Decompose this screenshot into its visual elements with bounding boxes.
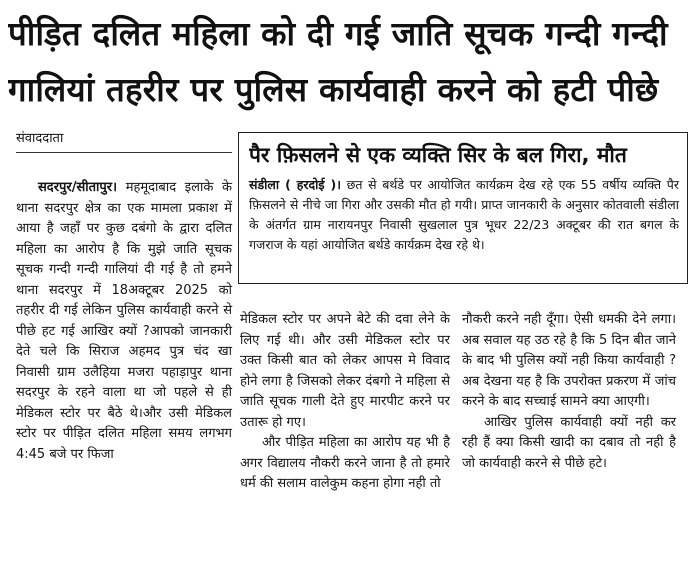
main-story-col1-text: महमूदाबाद इलाके के थाना सदरपुर क्षेत्र का एक मामला प्रकाश में आया है जहाँ पर कुछ दबंगो के द्वारा दलित महिला का आरोप है कि मुझे जाति सूचक सूचक गन्दी गन्दी गालियां दी गई है तो हमने थाना सदरपुर में 18अक्टूबर 2025 को तहरीर दी गई लेकिन पुलिस कार्यवाही करने से पीछे हट गई आखिर क्यों ?आपको जानकारी देते चले कि सिराज अहमद पुत्र चंद खा निवासी ग्राम उलैहिया मजरा पहाड़ापुर थाना सदरपुर के रहने वाला था जो पहले से ही मेडिकल स्टोर पर बैठे थे।और उसी मेडिकल स्टोर पर पीड़ित दलित महिला समय लगभग 4:45 बजे पर फिजा [16,180,232,462]
main-story-col2-paragraph-1: मेडिकल स्टोर पर अपने बेटे की दवा लेने के लिए गई थी। और उसी मेडिकल स्टोर पर उक्त किसी बात को लेकर आपस मे विवाद होने लगा है जिसको लेकर दंबगो ने महिला से जाति सूचक गाली देते हुए मारपीट करने पर उतारू हो गए। [240,312,450,430]
side-story-title: पैर फ़िसलने से एक व्यक्ति सिर के बल गिरा, मौत [249,143,627,167]
side-story-dateline: संडीला ( हरदोई )। [249,177,342,192]
main-story-col3-paragraph-2: आखिर पुलिस कार्यवाही क्यों नही कर रही हैं क्या किसी खादी का दबाव तो नही है जो कार्यवाही करने से पीछे हटे। [462,414,676,471]
main-story-col3-paragraph-1: नौकरी करने नही दूँगा। ऐसी धमकी देने लगा। अब सवाल यह उठ रहे है कि 5 दिन बीत जाने के बाद भी पुलिस क्यों नही किया कार्यवाही ? अब देखना यह है कि उपरोक्त प्रकरण में जांच करने के बाद सच्चाई सामने क्या आएगी। [462,312,676,409]
headline-line-2: गालियां तहरीर पर पुलिस कार्यवाही करने को हटी पीछे [8,70,659,109]
main-story-column-1 [16,178,232,465]
main-story-column-2 [240,310,450,495]
headline-line-1: पीड़ित दलित महिला को दी गई जाति सूचक गन्दी गन्दी [8,14,668,53]
main-story-paragraph-1 [16,178,232,465]
headline [8,6,682,118]
side-story-text: छत से बर्थडे पर आयोजित कार्यक्रम देख रहे एक 55 वर्षीय व्यक्ति पैर फ़िसलने से नीचे जा गिरा और उसकी मौत हो गयी। प्राप्त जानकारी के अनुसार कोतवाली संडीला के अंतर्गत ग्राम नारायनपुर निवासी सुखलाल पुत्र भूधर 22/23 अक्टूबर की रात बगल के गजराज के यहां आयोजित बर्थडे कार्यक्रम देख रहे थे। [249,177,679,252]
side-story-box [238,132,688,284]
main-story-col2-paragraph-2: और पीड़ित महिला का आरोप यह भी है अगर विद्यालय नौकरी करने जाना है तो हमारे धर्म की सलाम वालेकुम कहना होगा नही तो [240,435,450,491]
byline: संवाददाता [16,131,64,146]
byline-divider [16,152,232,153]
main-story-dateline: सदरपुर/सीतापुर। [38,180,118,195]
main-story-column-3 [462,310,676,474]
side-story-body [249,175,679,255]
